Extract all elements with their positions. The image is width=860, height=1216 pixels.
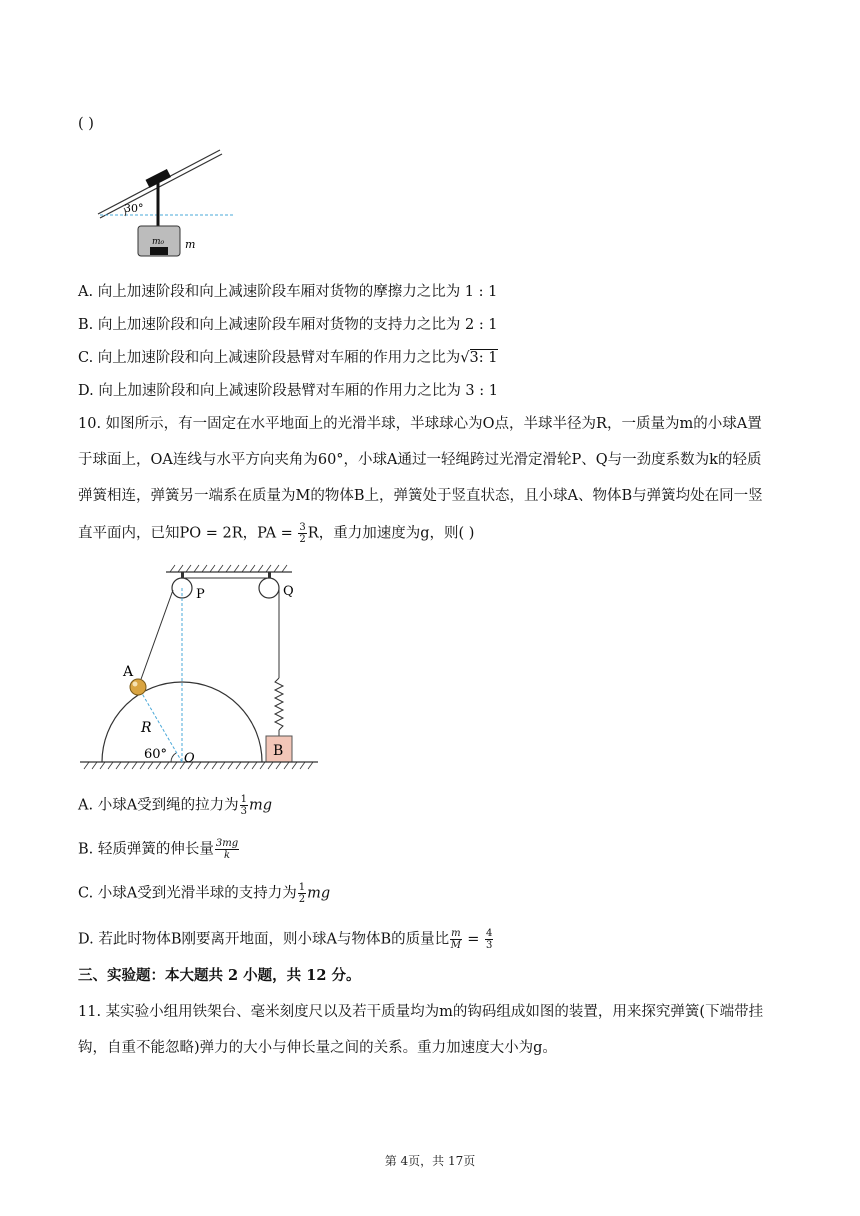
q10-line3: 弹簧相连，弹簧另一端系在质量为M的物体B上，弹簧处于竖直状态，且小球A、物体B与弹簧均处在同一竖	[78, 488, 763, 504]
label-p: P	[196, 587, 205, 602]
q10-d-text: D. 若此时物体B刚要离开地面，则小球A与物体B的质量比	[78, 931, 450, 948]
figure-cable-car	[94, 146, 234, 262]
ball-a	[130, 679, 146, 695]
frac-den: k	[223, 850, 231, 861]
frac-num: 1	[298, 882, 306, 893]
q10-line1: 10. 如图所示，有一固定在水平地面上的光滑半球，半球球心为O点，半球半径为R，一质量为m的小球A置	[78, 416, 762, 432]
q9-option-a: A. 向上加速阶段和向上减速阶段车厢对货物的摩擦力之比为 1 : 1	[78, 284, 498, 300]
q10-frac	[298, 522, 306, 545]
q10-c-text: C. 小球A受到光滑半球的支持力为	[78, 885, 297, 902]
q10-option-b	[78, 838, 240, 861]
q10-b-text: B. 轻质弹簧的伸长量	[78, 841, 214, 858]
fig1-mass-inner: m₀	[152, 237, 165, 247]
fig1-angle-label: 30°	[124, 202, 144, 215]
frac-num: 3mg	[215, 838, 239, 849]
frac-den: 2	[298, 894, 306, 905]
frac-num: 1	[240, 794, 248, 805]
q10-c-frac	[298, 882, 306, 905]
section-heading: 三、实验题：本大题共 2 小题，共 12 分。	[78, 967, 361, 984]
q10-a-frac	[240, 794, 248, 817]
fig1-mass-outer: m	[185, 238, 196, 251]
q10-d-frac2	[485, 928, 493, 951]
frac-den: 3	[240, 806, 248, 817]
q10-d-frac	[450, 928, 461, 951]
frac-den: 3	[485, 940, 493, 951]
pulley-q	[259, 578, 279, 598]
answer-bracket: ( )	[78, 116, 94, 132]
label-a: A	[123, 664, 134, 680]
q10-line4-a: 直平面内，已知PO = 2R，PA =	[78, 525, 298, 542]
q10-c-post: mg	[307, 885, 331, 902]
frac-den: 2	[299, 534, 306, 545]
label-r: R	[141, 720, 152, 736]
q10-a-post: mg	[249, 797, 273, 814]
q10-d-eq: =	[462, 931, 484, 948]
sqrt-symbol: √	[460, 350, 470, 366]
frac-den: M	[450, 940, 461, 951]
q10-b-frac	[215, 838, 239, 861]
label-angle: 60°	[144, 747, 168, 762]
frac-num: 4	[485, 928, 493, 939]
q9-option-c-text: C. 向上加速阶段和向上减速阶段悬臂对车厢的作用力之比为	[78, 350, 461, 366]
q10-option-c	[78, 882, 330, 905]
label-o: O	[184, 751, 195, 766]
q10-option-d	[78, 928, 494, 951]
q10-line4	[78, 522, 474, 545]
q11-line1: 11. 某实验小组用铁架台、毫米刻度尺以及若干质量均为m的钩码组成如图的装置，用来探究弹簧(下端带挂	[78, 1004, 764, 1020]
q9-option-c	[78, 348, 498, 368]
q9-option-d: D. 向上加速阶段和向上减速阶段悬臂对车厢的作用力之比为 3 : 1	[78, 383, 498, 399]
q9-option-b: B. 向上加速阶段和向上减速阶段车厢对货物的支持力之比为 2 : 1	[78, 317, 498, 333]
figure-hemisphere-pulley	[78, 558, 328, 774]
q10-line2: 于球面上，OA连线与水平方向夹角为60°，小球A通过一轻绳跨过光滑定滑轮P、Q与一劲度系数为k的轻质	[78, 452, 762, 468]
q10-line4-b: R，重力加速度为g，则( )	[307, 525, 475, 542]
page-footer: 第 4页，共 17页	[384, 1154, 476, 1168]
label-b: B	[273, 743, 284, 759]
q11-line2: 钩，自重不能忽略)弹力的大小与伸长量之间的关系。重力加速度大小为g。	[78, 1040, 557, 1056]
frac-num: m	[451, 928, 461, 939]
frac-num: 3	[299, 522, 306, 533]
q10-a-text: A. 小球A受到绳的拉力为	[78, 797, 239, 814]
q10-option-a	[78, 794, 272, 817]
q9-option-c-tail: 3: 1	[469, 350, 498, 366]
label-q: Q	[283, 584, 294, 599]
